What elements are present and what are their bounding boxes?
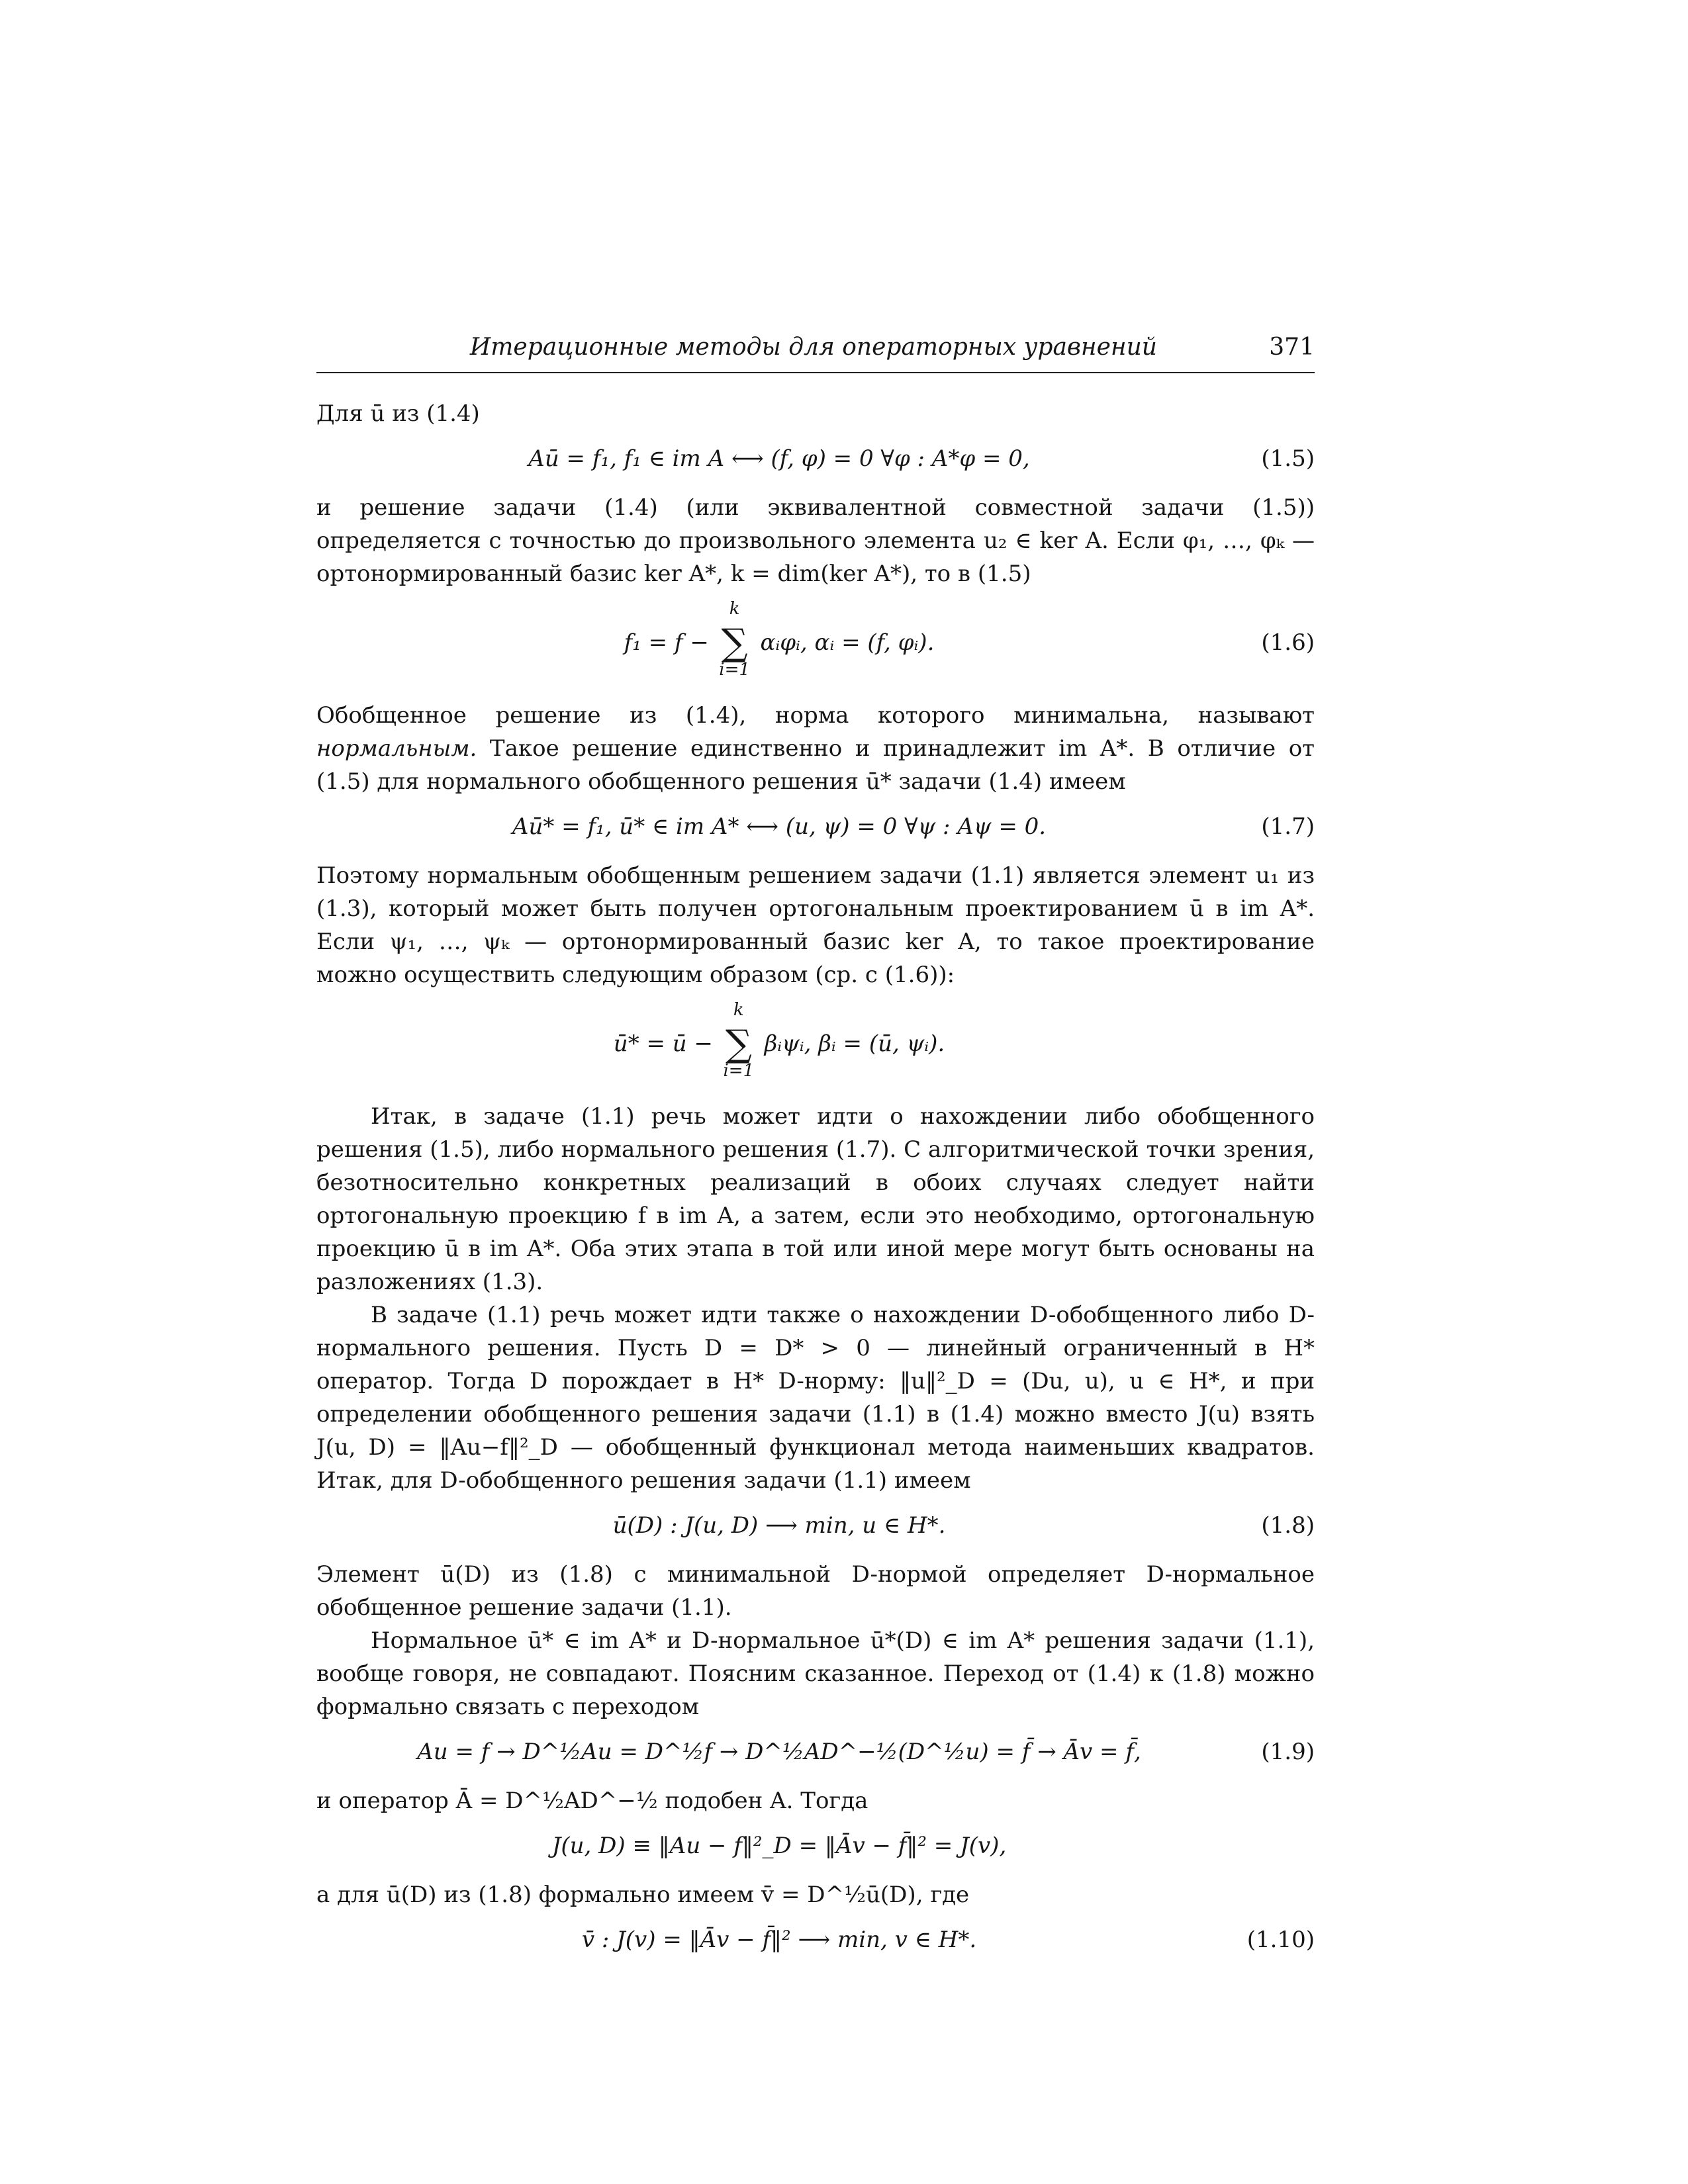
running-head <box>316 331 1315 373</box>
equation-projection <box>316 1001 1315 1087</box>
sum-upper-limit: k <box>729 599 740 619</box>
equation-1-5 <box>316 442 1315 475</box>
equation-expression <box>316 1000 1242 1081</box>
paragraph-4: Поэтому нормальным обобщенным решением задачи (1.1) является элемент u₁ из (1.3), который может быть получен ортогональным проектированием ū в im A*. Если ψ₁, …, ψₖ — ортонормированный базис ker A, то такое проектирование можно осуществить следующим образом (ср. с (1.6)): <box>316 862 1315 988</box>
paragraph-8: Нормальное ū* ∈ im A* и D-нормальное ū*(D) ∈ im A* решения задачи (1.1), вообще говоря, не совпадают. Поясним сказанное. Переход от (1.4) к (1.8) можно формально связать с переходом <box>316 1627 1315 1720</box>
running-title: Итерационные методы для операторных уравнений <box>469 334 1157 361</box>
emphasis-term: нормальным. <box>316 735 477 762</box>
paragraph-3-part-a: Обобщенное решение из (1.4), норма которого минимальна, называют <box>316 702 1315 729</box>
equation-expression: Aū* = f₁, ū* ∈ im A* ⟷ (u, ψ) = 0 ∀ψ : Aψ = 0. <box>512 813 1047 840</box>
equation-1-9 <box>316 1735 1315 1768</box>
paragraph-6: В задаче (1.1) речь может идти также о нахождении D-обобщенного либо D-нормального решения. Пусть D = D* > 0 — линейный ограниченный в H* оператор. Тогда D порождает в H* D-норму: ‖u‖²_D = (Du, u), u ∈ H*, и при определении обобщенного решения задачи (1.1) в (1.4) можно вместо J(u) взять J(u, D) = ‖Au−f‖²_D — обобщенный функционал метода наименьших квадратов. Итак, для D-обобщенного решения задачи (1.1) имеем <box>316 1302 1315 1494</box>
equation-number: (1.10) <box>1246 1927 1315 1953</box>
sum-upper-limit: k <box>733 1000 744 1020</box>
equation-expression <box>316 599 1242 680</box>
equation-number: (1.7) <box>1261 813 1315 840</box>
sum-lower-limit: i=1 <box>723 1061 755 1081</box>
equation-number: (1.8) <box>1261 1512 1315 1539</box>
equation-number: (1.6) <box>1261 629 1315 656</box>
equation-number: (1.5) <box>1261 445 1315 472</box>
paragraph-7: Элемент ū(D) из (1.8) с минимальной D-нормой определяет D-нормальное обобщенное решение задачи (1.1). <box>316 1561 1315 1621</box>
sum-operator: k ∑ i=1 <box>716 627 753 664</box>
paragraph-intro: Для ū из (1.4) <box>316 400 480 427</box>
equation-expression: ū(D) : J(u, D) ⟶ min, u ∈ H*. <box>612 1512 946 1539</box>
sum-operator: k ∑ i=1 <box>720 1028 757 1066</box>
body-text <box>316 397 1315 1972</box>
paragraph-10: а для ū(D) из (1.8) формально имеем v̄ = D^½ū(D), где <box>316 1882 970 1908</box>
equation-1-10 <box>316 1923 1315 1956</box>
equation-expression: J(u, D) ≡ ‖Au − f‖²_D = ‖Āv − f̄‖² = J(v), <box>551 1833 1007 1859</box>
paragraph-9: и оператор Ā = D^½AD^−½ подобен A. Тогда <box>316 1788 868 1814</box>
equation-expression: Aū = f₁, f₁ ∈ im A ⟷ (f, φ) = 0 ∀φ : A*φ = 0, <box>528 445 1030 472</box>
equation-expression: v̄ : J(v) = ‖Āv − f̄‖² ⟶ min, v ∈ H*. <box>581 1927 977 1953</box>
equation-lhs: f₁ = f − <box>624 629 709 656</box>
equation-1-8 <box>316 1509 1315 1542</box>
equation-rhs: βᵢψᵢ, βᵢ = (ū, ψᵢ). <box>764 1030 945 1057</box>
equation-lhs: ū* = ū − <box>613 1030 713 1057</box>
paragraph-3-part-b: Такое решение единственно и принадлежит im A*. В отличие от (1.5) для нормального обобщенного решения ū* задачи (1.4) имеем <box>316 735 1315 795</box>
paragraph-5: Итак, в задаче (1.1) речь может идти о нахождении либо обобщенного решения (1.5), либо нормального решения (1.7). С алгоритмической точки зрения, безотносительно конкретных реализаций в обоих случаях следует найти ортогональную проекцию f в im A, а затем, если это необходимо, ортогональную проекцию ū в im A*. Оба этих этапа в той или иной мере могут быть основаны на разложениях (1.3). <box>316 1103 1315 1295</box>
paragraph-2: и решение задачи (1.4) (или эквивалентной совместной задачи (1.5)) определяется с точностью до произвольного элемента u₂ ∈ ker A. Если φ₁, …, φₖ — ортонормированный базис ker A*, k = dim(ker A*), то в (1.5) <box>316 494 1315 587</box>
equation-expression: Au = f → D^½Au = D^½f → D^½AD^−½(D^½u) = f̄ → Āv = f̄, <box>417 1739 1141 1765</box>
page-number: 371 <box>1269 334 1315 361</box>
equation-number: (1.9) <box>1261 1739 1315 1765</box>
equation-j <box>316 1829 1315 1862</box>
sum-lower-limit: i=1 <box>719 660 750 680</box>
equation-rhs: αᵢφᵢ, αᵢ = (f, φᵢ). <box>760 629 935 656</box>
paragraph-3 <box>316 699 1315 798</box>
equation-1-6 <box>316 600 1315 686</box>
equation-1-7 <box>316 810 1315 843</box>
